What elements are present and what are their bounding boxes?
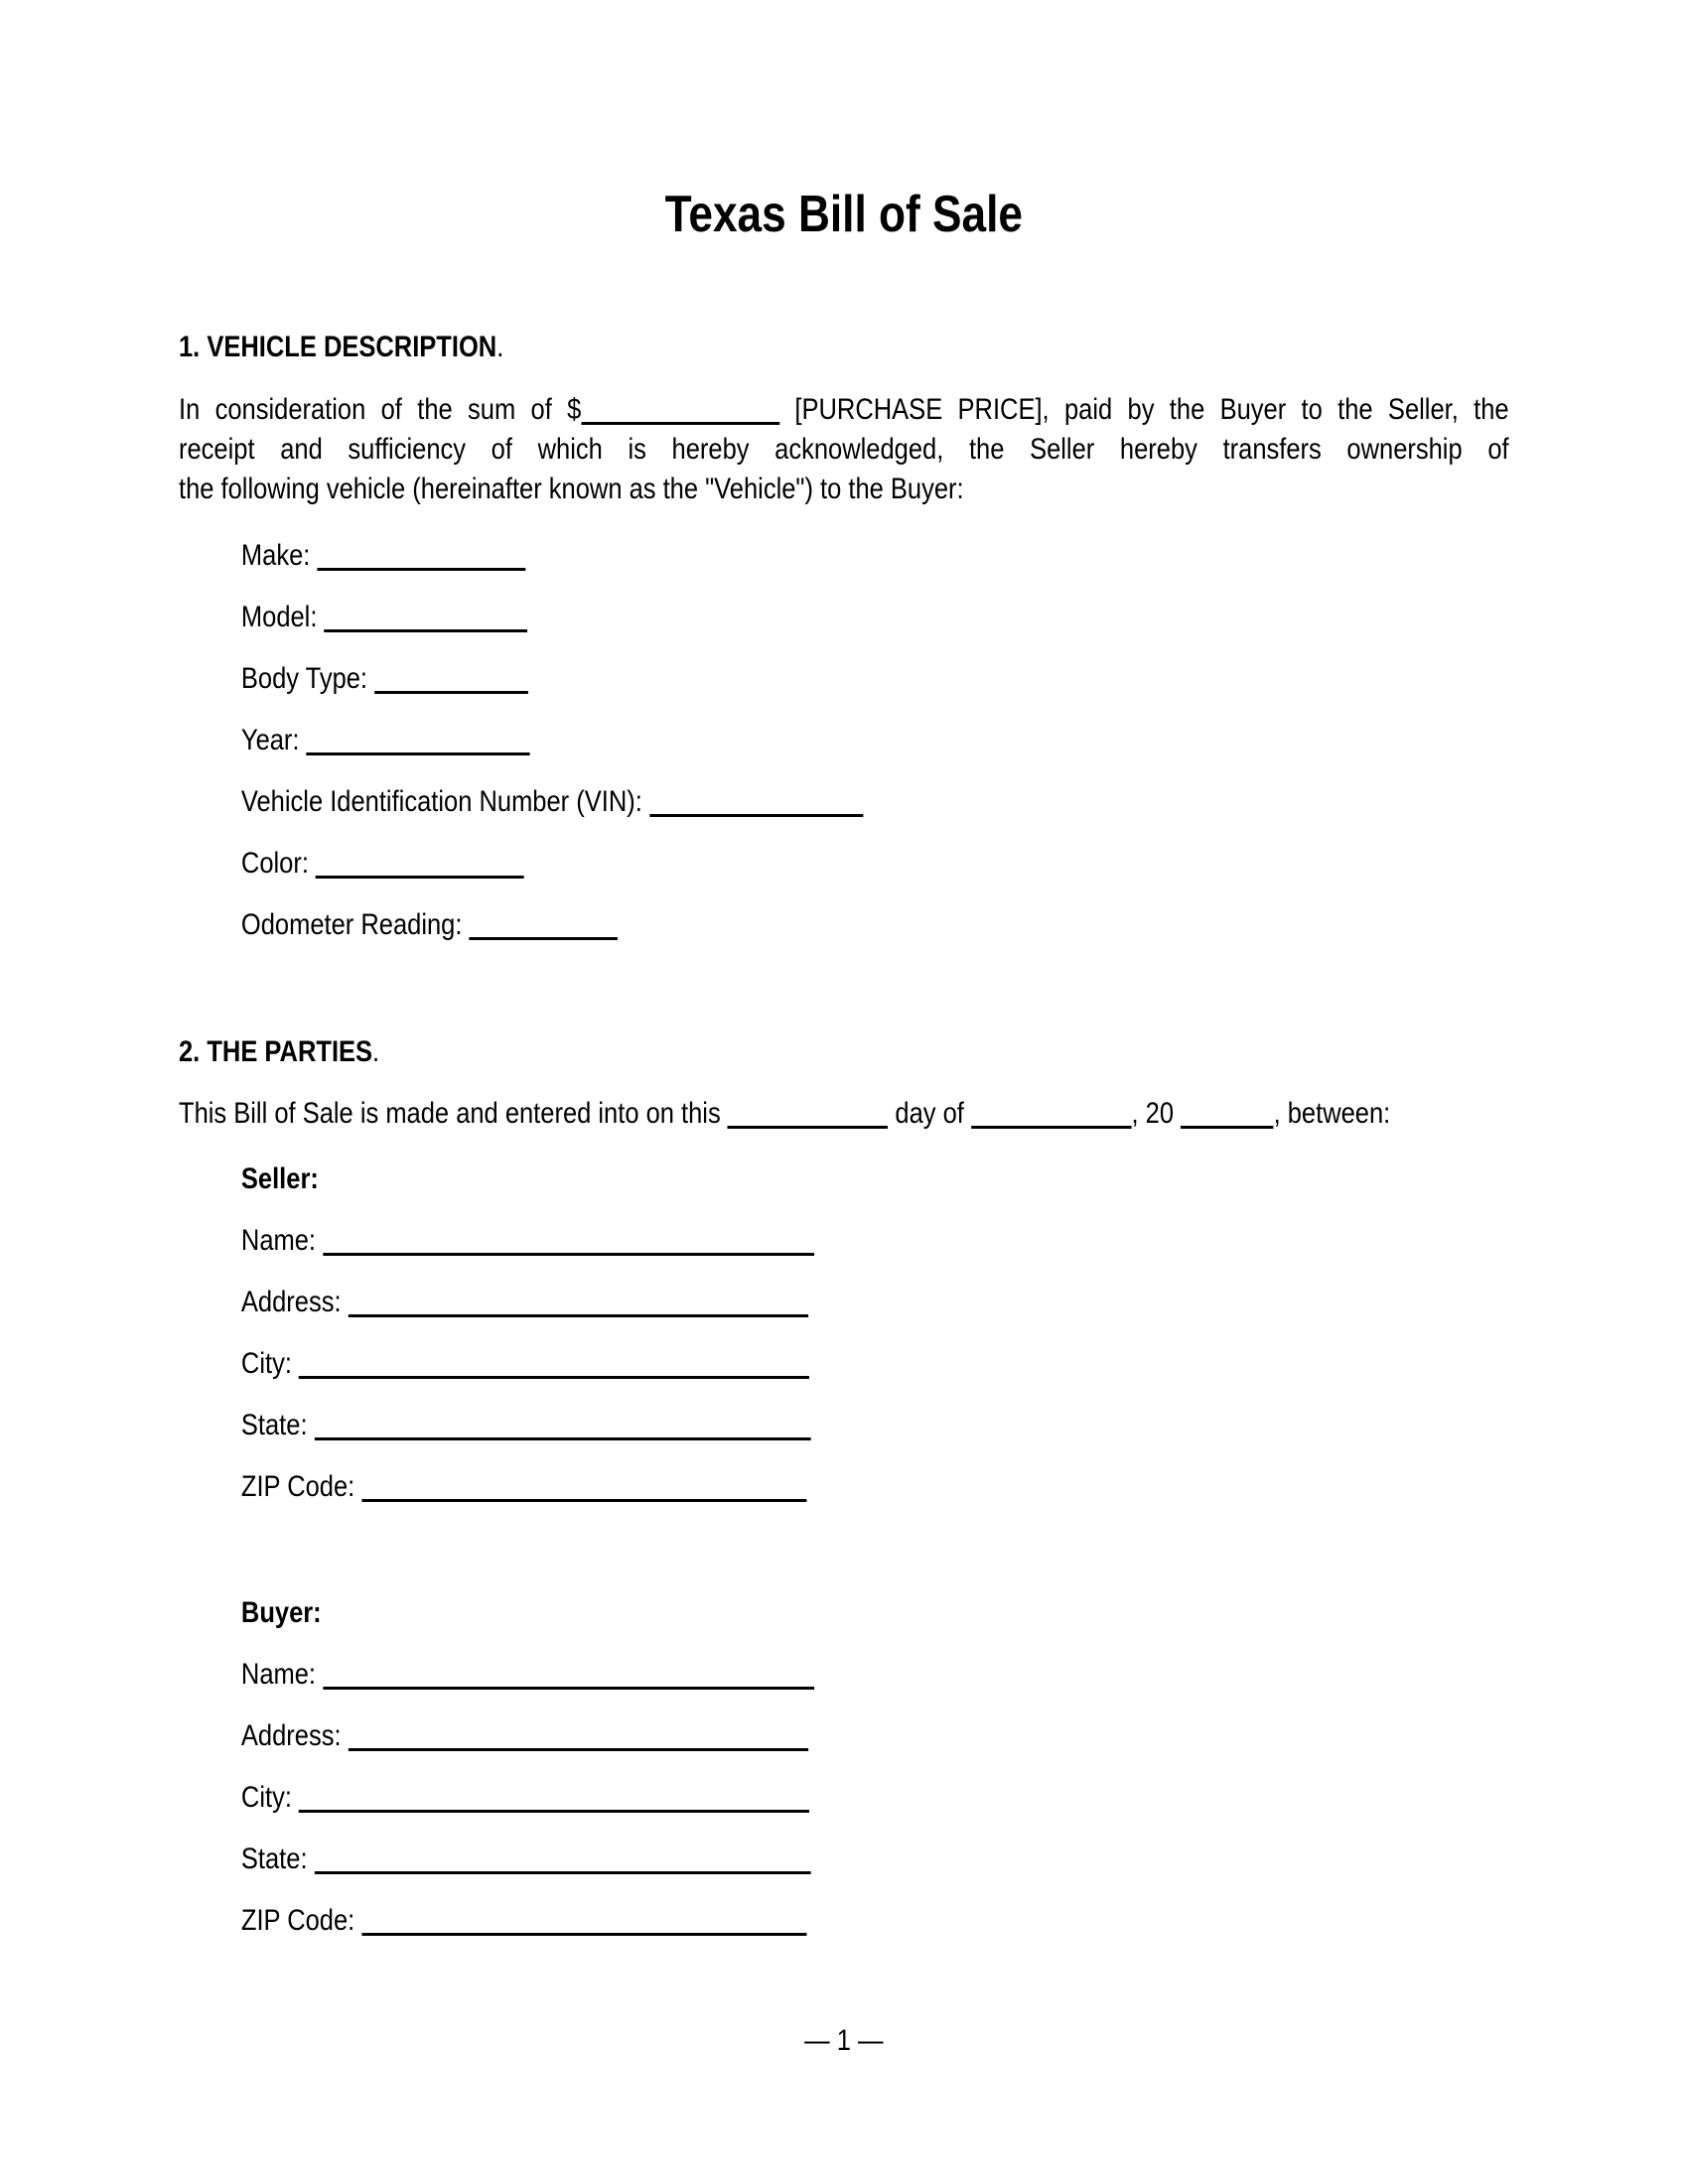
seller-heading: Seller: (240, 1162, 319, 1195)
seller-field-city (179, 1344, 1509, 1384)
buyer-field-zip (179, 1901, 1509, 1941)
buyer-zip-label: ZIP Code: (240, 1904, 355, 1937)
parties-section-heading (179, 1032, 1509, 1072)
buyer-state-blank (315, 1844, 811, 1874)
section-the-parties (179, 1032, 1509, 1941)
section-vehicle-description (179, 328, 1509, 945)
field-vin (179, 782, 1509, 822)
month-blank (971, 1099, 1132, 1129)
seller-city-blank (299, 1349, 809, 1379)
buyer-field-address (179, 1716, 1509, 1756)
buyer-city-label: City: (240, 1781, 292, 1814)
make-blank (317, 541, 525, 571)
seller-field-state (179, 1406, 1509, 1445)
buyer-name-blank (323, 1660, 814, 1690)
consideration-line-2: receipt and sufficiency of which is hereby acknowledged, the Seller hereby transfers ownership of (179, 433, 1509, 466)
date-line-text-4: , between: (1273, 1097, 1391, 1130)
color-blank (316, 849, 524, 879)
vin-blank (649, 787, 863, 817)
page-footer (179, 2021, 1509, 2061)
date-line-text-2: day of (888, 1097, 971, 1130)
execution-date-line (179, 1094, 1509, 1134)
model-label: Model: (240, 601, 318, 633)
seller-address-label: Address: (240, 1286, 342, 1318)
buyer-name-label: Name: (240, 1658, 317, 1691)
year-blank (307, 726, 530, 755)
consideration-paragraph (179, 390, 1509, 509)
buyer-heading: Buyer: (240, 1596, 322, 1629)
buyer-field-name (179, 1655, 1509, 1695)
model-blank (325, 603, 528, 632)
seller-state-blank (315, 1411, 811, 1440)
buyer-city-blank (299, 1783, 809, 1813)
vehicle-section-heading (179, 328, 1509, 367)
field-color (179, 844, 1509, 884)
date-line-text-1: This Bill of Sale is made and entered into on this (179, 1097, 728, 1130)
seller-zip-label: ZIP Code: (240, 1470, 355, 1503)
seller-city-label: City: (240, 1347, 292, 1380)
consideration-text-after-price: [PURCHASE PRICE], paid by the Buyer to the Seller, the (779, 393, 1509, 426)
seller-name-label: Name: (240, 1224, 317, 1257)
seller-name-blank (323, 1226, 814, 1256)
vin-label: Vehicle Identification Number (VIN): (240, 785, 642, 818)
field-body-type (179, 659, 1509, 699)
seller-address-blank (349, 1288, 808, 1317)
consideration-line-3: the following vehicle (hereinafter known as the "Vehicle") to the Buyer: (179, 473, 964, 505)
buyer-field-city (179, 1778, 1509, 1818)
buyer-state-label: State: (240, 1843, 308, 1875)
seller-field-name (179, 1221, 1509, 1261)
body-type-blank (374, 664, 528, 694)
make-label: Make: (240, 539, 311, 572)
body-type-label: Body Type: (240, 662, 368, 695)
vehicle-section-heading-period: . (496, 331, 504, 363)
seller-field-address (179, 1283, 1509, 1322)
date-line-text-3: , 20 (1131, 1097, 1182, 1130)
buyer-fields (179, 1655, 1509, 1941)
field-model (179, 598, 1509, 637)
consideration-text-before-price: In consideration of the sum of $ (179, 393, 582, 426)
odometer-label: Odometer Reading: (240, 908, 463, 941)
vehicle-section-heading-text: 1. VEHICLE DESCRIPTION (179, 331, 497, 363)
consideration-line-1 (179, 390, 1509, 430)
field-odometer (179, 905, 1509, 945)
page-number: — 1 — (804, 2024, 884, 2057)
buyer-address-label: Address: (240, 1719, 342, 1752)
buyer-field-state (179, 1840, 1509, 1879)
seller-zip-blank (361, 1472, 806, 1502)
parties-section-heading-text: 2. THE PARTIES (179, 1035, 373, 1068)
buyer-address-blank (349, 1721, 808, 1751)
year-suffix-blank (1181, 1099, 1274, 1129)
seller-fields (179, 1221, 1509, 1507)
day-blank (728, 1099, 889, 1129)
parties-section-heading-period: . (372, 1035, 380, 1068)
vehicle-fields (179, 536, 1509, 945)
year-label: Year: (240, 724, 300, 756)
purchase-price-blank (581, 395, 779, 425)
page-title: Texas Bill of Sale (664, 186, 1023, 243)
buyer-zip-blank (361, 1906, 806, 1936)
seller-state-label: State: (240, 1409, 308, 1441)
field-year (179, 721, 1509, 760)
seller-field-zip (179, 1467, 1509, 1507)
color-label: Color: (240, 847, 309, 880)
field-make (179, 536, 1509, 576)
odometer-blank (470, 910, 619, 940)
